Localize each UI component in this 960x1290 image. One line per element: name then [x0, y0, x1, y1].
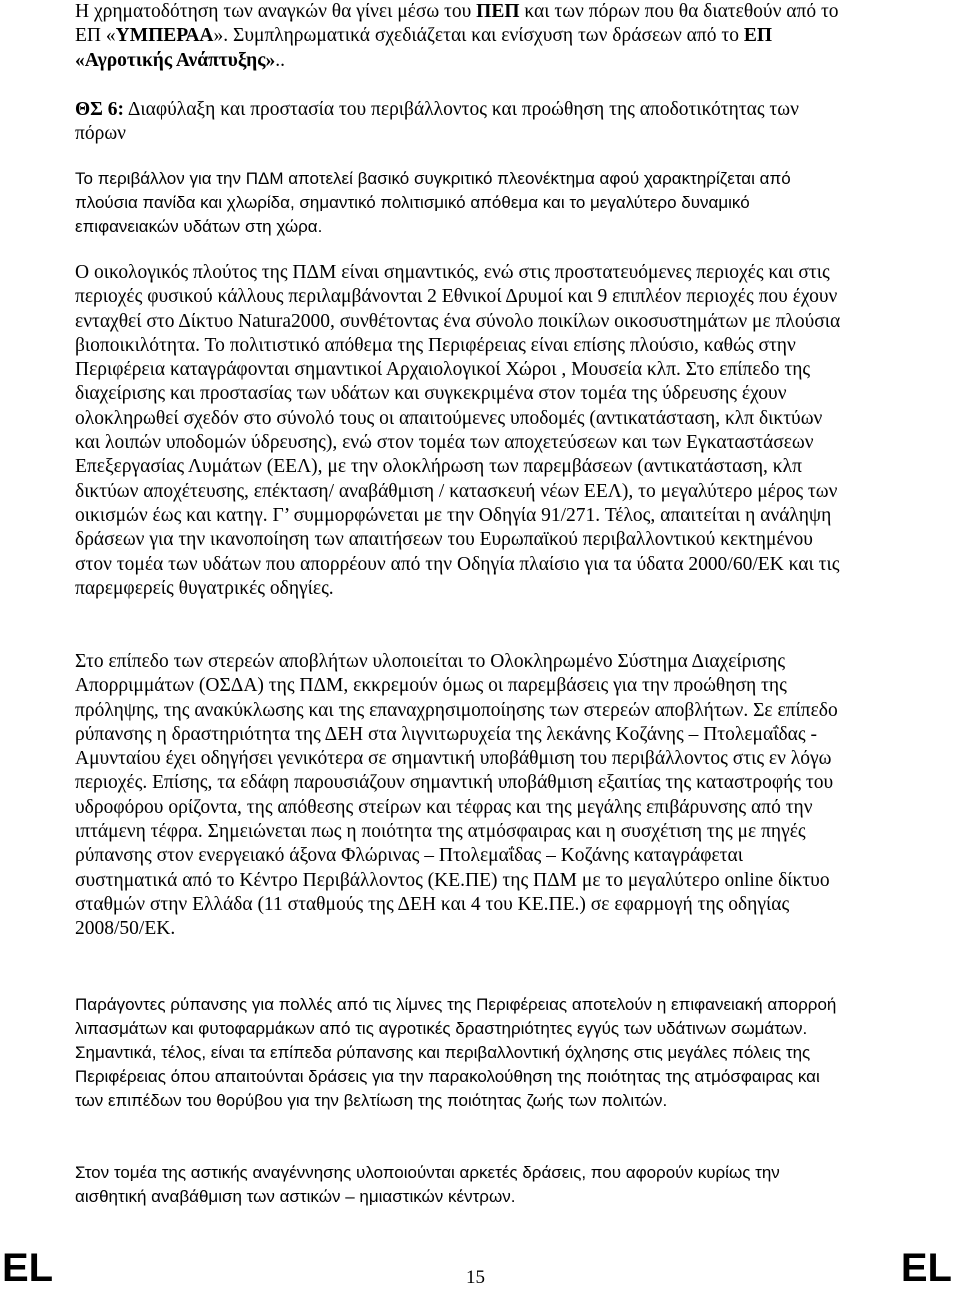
footer-language-right: EL	[900, 1246, 952, 1290]
environment-paragraph: Το περιβάλλον για την ΠΔΜ αποτελεί βασικό συγκριτικό πλεονέκτημα αφού χαρακτηρίζεται από πλούσια πανίδα και χλωρίδα, σημαντικό πολιτισμικό απόθεμα και το μεγαλύτερο δυναμικό επιφανειακών υδάτων στη χώρα.	[75, 169, 791, 236]
funding-bold-pep: ΠΕΠ	[476, 1, 520, 22]
footer-language-left: EL	[2, 1246, 54, 1290]
funding-bold-ympeeraa: ΥΜΠΕΡΑΑ	[115, 25, 214, 47]
section-heading	[75, 98, 845, 147]
funding-text-1: Η χρηματοδότηση των αναγκών θα γίνει μέσω του	[75, 1, 477, 22]
pollution-paragraph: Παράγοντες ρύπανσης για πολλές από τις λίμνες της Περιφέρειας αποτελούν η επιφανειακή απορροή λιπασμάτων και φυτοφαρμάκων από τις αγροτικές δραστηριότητες εγγύς των υδάτινων σωμάτων. Σημαντικά, τέλος, είναι τα επίπεδα ρύπανσης και περιβαλλοντική όχλησης στις μεγάλες πόλεις της Περιφέρειας όπου απαιτούνται δράσεις για την παρακολούθηση της ποιότητας της ατμόσφαιρας και των επιπέδων του θορύβου για την βελτίωση της ποιότητας ζωής των πολιτών.	[75, 995, 837, 1110]
funding-bold-agrotiki: ΕΠ «Αγροτικής Ανάπτυξης»	[75, 25, 773, 71]
funding-paragraph	[75, 0, 845, 73]
funding-text-4: ..	[275, 49, 285, 71]
funding-text-3: ». Συμπληρωματικά σχεδιάζεται και ενίσχυση των δράσεων από το	[213, 25, 744, 47]
page-number: 15	[466, 1267, 485, 1288]
ecology-paragraph: Ο οικολογικός πλούτος της ΠΔΜ είναι σημαντικός, ενώ στις προστατευόμενες περιοχές και στις περιοχές φυσικού κάλλους περιλαμβάνονται 2 Εθνικοί Δρυμοί και 9 επιπλέον περιοχές που έχουν ενταχθεί στο Δίκτυο Natura2000, συνθέτοντας ένα σύνολο ποικίλων οικοσυστημάτων με πλούσια βιοποικιλότητα. Το πολιτιστικό απόθεμα της Περιφέρειας είναι επίσης πλούσιο, καθώς στην Περιφέρεια καταγράφονται σημαντικοί Αρχαιολογικοί Χώροι , Μουσεία κλπ. Στο επίπεδο της διαχείρισης και προστασίας των υδάτων και συγκεκριμένα στον τομέα της ύδρευσης έχουν ολοκληρωθεί σχεδόν στο σύνολό τους οι απαιτούμενες υποδομές (αντικατάσταση, κλπ δικτύων και λοιπών υποδομών ύδρευσης), ενώ στον τομέα των αποχετεύσεων και των Εγκαταστάσεων Επεξεργασίας Λυμάτων (ΕΕΛ), με την ολοκλήρωση των παρεμβάσεων (αντικατάσταση, κλπ δικτύων αποχέτευσης, επέκταση/ αναβάθμιση / κατασκευή νέων ΕΕΛ), το μεγαλύτερο μέρος των οικισμών έως και κατηγ. Γ’ συμμορφώνεται με την Οδηγία 91/271. Τέλος, απαιτείται η ανάληψη δράσεων για την ικανοποίηση των απαιτήσεων του Ευρωπαϊκού περιβαλλοντικού κεκτημένου στον τομέα των υδάτων που απορρέουν από την Οδηγία πλαίσιο για τα ύδατα 2000/60/ΕΚ και τις παρεμφερείς θυγατρικές οδηγίες.	[75, 262, 841, 599]
funding-text-2: και των πόρων που θα διατεθούν από το ΕΠ «	[75, 1, 839, 47]
section-heading-label: ΘΣ 6:	[75, 99, 125, 120]
waste-paragraph: Στο επίπεδο των στερεών αποβλήτων υλοποιείται το Ολοκληρωμένο Σύστημα Διαχείρισης Απορριμμάτων (ΟΣΔΑ) της ΠΔΜ, εκκρεμούν όμως οι παρεμβάσεις για την προώθηση της πρόληψης, της ανακύκλωσης και της επαναχρησιμοποίησης των στερεών αποβλήτων. Σε επίπεδο ρύπανσης η δραστηριότητα της ΔΕΗ στα λιγνιτωρυχεία της λεκάνης Κοζάνης – Πτολεμαΐδας - Αμυνταίου έχει οδηγήσει γενικότερα σε σημαντική υποβάθμιση του περιβάλλοντος στις εν λόγω περιοχές. Επίσης, τα εδάφη παρουσιάζουν σημαντική υποβάθμιση εξαιτίας της καταστροφής του υδροφόρου ορίζοντα, της απόθεσης στείρων και τέφρας και της μεγάλης επιβάρυνσης από την ιπτάμενη τέφρα. Σημειώνεται πως η ποιότητα της ατμόσφαιρας και η συσχέτιση της με πηγές ρύπανσης στον ενεργειακό άξονα Φλώρινας – Πτολεμαΐδας – Κοζάνης καταγράφεται συστηματικά από το Κέντρο Περιβάλλοντος (ΚΕ.ΠΕ) της ΠΔΜ με το μεγαλύτερο online δίκτυο σταθμών στην Ελλάδα (11 σταθμούς της ΔΕΗ και 4 του ΚΕ.ΠΕ.) σε εφαρμογή της οδηγίας 2008/50/ΕΚ.	[75, 651, 838, 940]
urban-paragraph: Στον τομέα της αστικής αναγέννησης υλοποιούνται αρκετές δράσεις, που αφορούν κυρίως την αισθητική αναβάθμιση των αστικών – ημιαστικών κέντρων.	[75, 1163, 780, 1206]
section-heading-text: Διαφύλαξη και προστασία του περιβάλλοντος και προώθηση της αποδοτικότητας των πόρων	[75, 99, 799, 145]
